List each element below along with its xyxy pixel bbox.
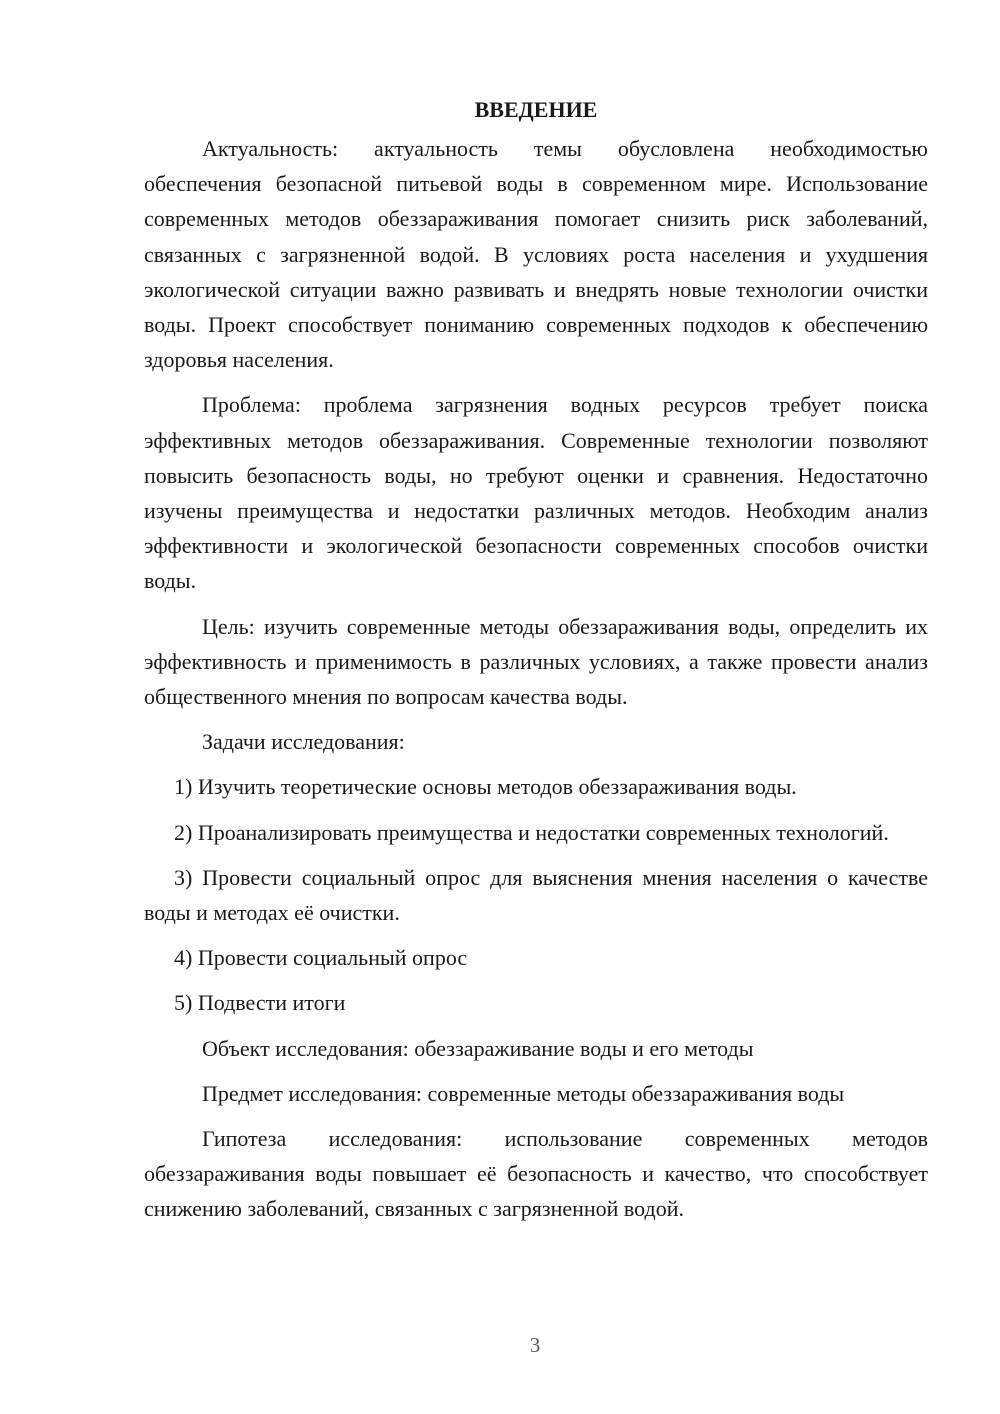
problem-paragraph: Проблема: проблема загрязнения водных ресурсов требует поиска эффективных методов обеззараживания. Современные технологии позволяют повысить безопасность воды, но требуют оценки и сравнения. Недостаточно изучены преимущества и недостатки различных методов. Необходим анализ эффективности и экологической безопасности современных способов очистки воды. <box>144 392 928 594</box>
goal-paragraph: Цель: изучить современные методы обеззараживания воды, определить их эффективность и применимость в различных условиях, а также провести анализ общественного мнения по вопросам качества воды. <box>144 613 928 710</box>
page-content <box>144 92 928 1237</box>
page-number: 3 <box>529 1333 541 1357</box>
task-item: 1) Изучить теоретические основы методов обеззараживания воды. <box>174 774 797 800</box>
task-item: 2) Проанализировать преимущества и недостатки современных технологий. <box>174 819 889 845</box>
tasks-heading: Задачи исследования: <box>202 729 405 755</box>
relevance-paragraph: Актуальность: актуальность темы обусловлена необходимостью обеспечения безопасной питьевой воды в современном мире. Использование современных методов обеззараживания помогает снизить риск заболеваний, связанных с загрязненной водой. В условиях роста населения и ухудшения экологической ситуации важно развивать и внедрять новые технологии очистки воды. Проект способствует пониманию современных подходов к обеспечению здоровья населения. <box>144 136 928 373</box>
task-item: 4) Провести социальный опрос <box>174 945 468 971</box>
research-subject: Предмет исследования: современные методы обеззараживания воды <box>202 1080 845 1106</box>
task-item: 5) Подвести итоги <box>174 990 346 1016</box>
task-item: 3) Провести социальный опрос для выяснения мнения населения о качестве воды и методах её очистки. <box>144 864 928 926</box>
research-object: Объект исследования: обеззараживание воды и его методы <box>202 1035 754 1061</box>
research-hypothesis: Гипотеза исследования: использование современных методов обеззараживания воды повышает её безопасность и качество, что способствует снижению заболеваний, связанных с загрязненной водой. <box>144 1126 928 1222</box>
page-title: ВВЕДЕНИЕ <box>474 97 598 122</box>
